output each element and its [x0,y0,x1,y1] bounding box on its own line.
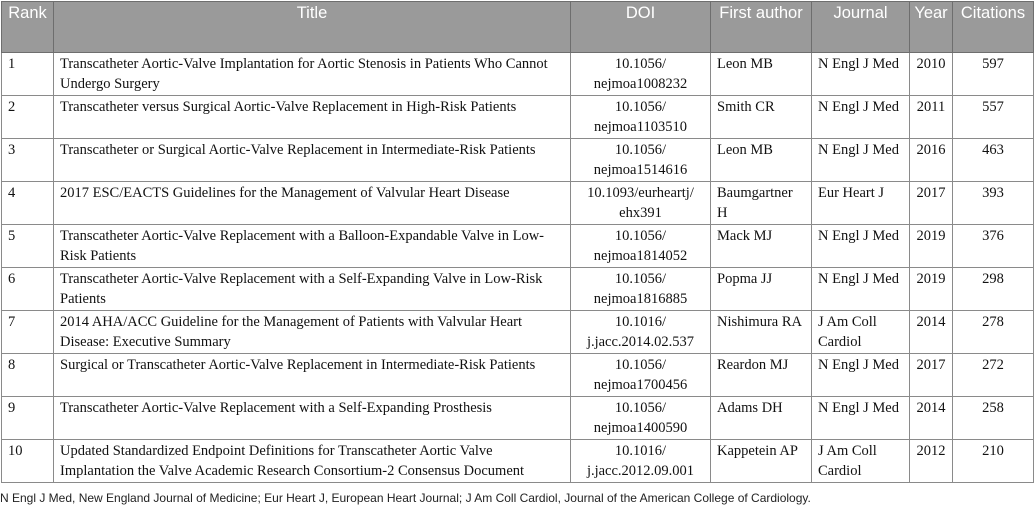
cell-rank: 7 [2,311,54,354]
cell-title: Transcatheter Aortic-Valve Replacement with a Self-Expanding Valve in Low-Risk Patients [54,268,571,311]
cell-first-author: Popma JJ [711,268,812,311]
cell-doi: 10.1056/ nejmoa1816885 [571,268,711,311]
cell-first-author: Leon MB [711,139,812,182]
cell-rank: 5 [2,225,54,268]
cell-rank: 1 [2,53,54,96]
header-first-author: First author [711,2,812,53]
cell-citations: 272 [953,354,1034,397]
cell-first-author: Leon MB [711,53,812,96]
cell-doi: 10.1056/ nejmoa1700456 [571,354,711,397]
cell-first-author: Kappetein AP [711,440,812,483]
cell-title: Transcatheter or Surgical Aortic-Valve Replacement in Intermediate-Risk Patients [54,139,571,182]
cell-rank: 8 [2,354,54,397]
header-journal: Journal [812,2,910,53]
cell-year: 2012 [910,440,953,483]
header-citations: Citations [953,2,1034,53]
cell-year: 2019 [910,268,953,311]
cell-title: 2017 ESC/EACTS Guidelines for the Management of Valvular Heart Disease [54,182,571,225]
cell-citations: 557 [953,96,1034,139]
cell-journal: N Engl J Med [812,139,910,182]
cell-first-author: Mack MJ [711,225,812,268]
cell-first-author: Reardon MJ [711,354,812,397]
cell-citations: 278 [953,311,1034,354]
cell-first-author: Nishimura RA [711,311,812,354]
header-row [2,2,1034,53]
cell-journal: N Engl J Med [812,397,910,440]
cell-title: 2014 AHA/ACC Guideline for the Management of Patients with Valvular Heart Disease: Executive Summary [54,311,571,354]
cell-rank: 9 [2,397,54,440]
cell-journal: Eur Heart J [812,182,910,225]
cell-rank: 6 [2,268,54,311]
cell-citations: 258 [953,397,1034,440]
table-footnote: N Engl J Med, New England Journal of Medicine; Eur Heart J, European Heart Journal; J Am Coll Cardiol, Journal of the American College of Cardiology. [0,491,811,505]
cell-journal: N Engl J Med [812,354,910,397]
cell-rank: 3 [2,139,54,182]
table-row [2,225,1034,268]
cell-journal: J Am Coll Cardiol [812,440,910,483]
table-row [2,53,1034,96]
header-title: Title [54,2,571,53]
cell-first-author: Smith CR [711,96,812,139]
cell-year: 2014 [910,397,953,440]
cell-journal: N Engl J Med [812,225,910,268]
cell-year: 2014 [910,311,953,354]
cell-title: Surgical or Transcatheter Aortic-Valve Replacement in Intermediate-Risk Patients [54,354,571,397]
table-row [2,139,1034,182]
cell-first-author: Baumgartner H [711,182,812,225]
cell-year: 2019 [910,225,953,268]
table-row [2,397,1034,440]
cell-citations: 463 [953,139,1034,182]
cell-title: Transcatheter Aortic-Valve Implantation for Aortic Stenosis in Patients Who Cannot Undergo Surgery [54,53,571,96]
cell-rank: 2 [2,96,54,139]
cell-first-author: Adams DH [711,397,812,440]
cell-title: Transcatheter Aortic-Valve Replacement with a Balloon-Expandable Valve in Low-Risk Patients [54,225,571,268]
cell-doi: 10.1016/ j.jacc.2012.09.001 [571,440,711,483]
cell-doi: 10.1056/ nejmoa1008232 [571,53,711,96]
cell-year: 2016 [910,139,953,182]
cell-doi: 10.1056/ nejmoa1103510 [571,96,711,139]
cell-citations: 376 [953,225,1034,268]
cell-year: 2010 [910,53,953,96]
table-row [2,440,1034,483]
cell-citations: 210 [953,440,1034,483]
header-rank: Rank [2,2,54,53]
cell-doi: 10.1056/ nejmoa1514616 [571,139,711,182]
cell-year: 2017 [910,354,953,397]
table-body [2,53,1034,483]
cell-citations: 298 [953,268,1034,311]
table-header [2,2,1034,53]
cell-rank: 10 [2,440,54,483]
cell-doi: 10.1056/ nejmoa1814052 [571,225,711,268]
cell-journal: N Engl J Med [812,96,910,139]
cell-doi: 10.1056/ nejmoa1400590 [571,397,711,440]
cell-title: Updated Standardized Endpoint Definitions for Transcatheter Aortic Valve Implantation the Valve Academic Research Consortium-2 Consensus Document [54,440,571,483]
cell-title: Transcatheter versus Surgical Aortic-Valve Replacement in High-Risk Patients [54,96,571,139]
cell-citations: 393 [953,182,1034,225]
cell-year: 2017 [910,182,953,225]
table-row [2,96,1034,139]
table-row [2,268,1034,311]
header-year: Year [910,2,953,53]
cell-journal: N Engl J Med [812,53,910,96]
table-row [2,354,1034,397]
cell-citations: 597 [953,53,1034,96]
cell-year: 2011 [910,96,953,139]
table-row [2,182,1034,225]
cell-journal: N Engl J Med [812,268,910,311]
cell-rank: 4 [2,182,54,225]
cell-doi: 10.1093/eurheartj/ ehx391 [571,182,711,225]
header-doi: DOI [571,2,711,53]
cell-journal: J Am Coll Cardiol [812,311,910,354]
cell-doi: 10.1016/ j.jacc.2014.02.537 [571,311,711,354]
cell-title: Transcatheter Aortic-Valve Replacement with a Self-Expanding Prosthesis [54,397,571,440]
top-cited-papers-table [1,1,1034,483]
table-row [2,311,1034,354]
